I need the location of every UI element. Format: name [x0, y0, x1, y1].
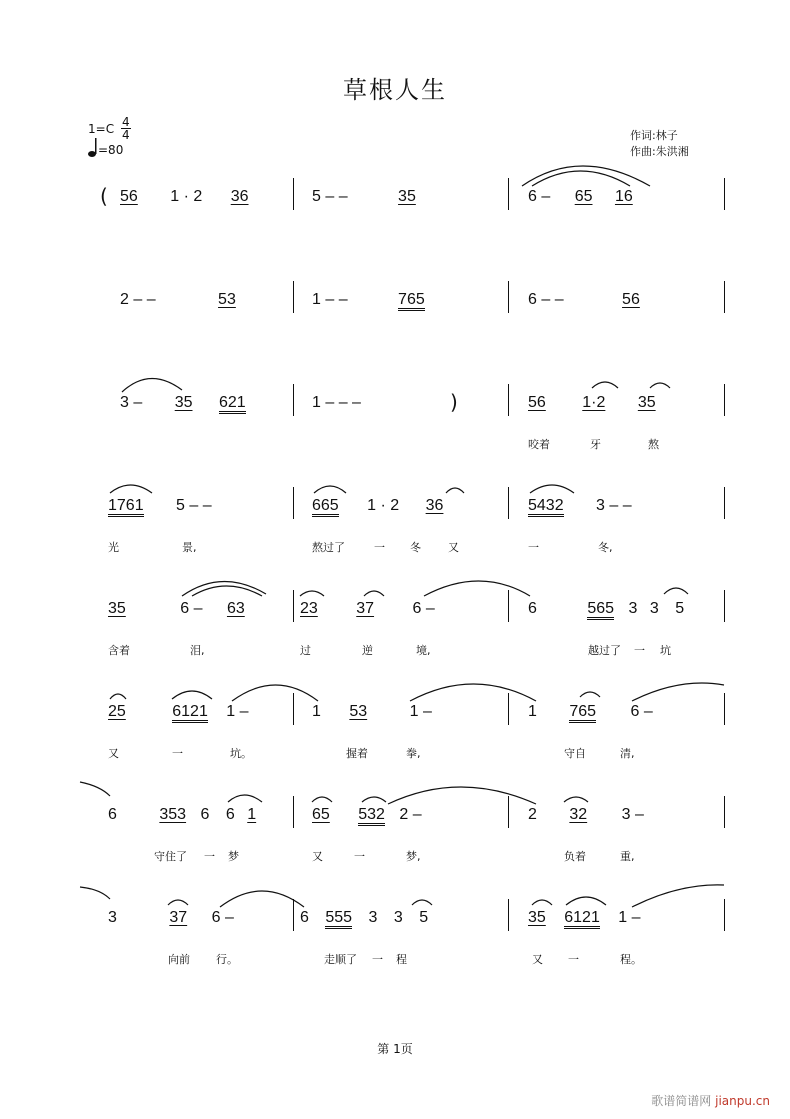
credits [630, 128, 689, 160]
note-group: 1 – [226, 703, 249, 720]
note-group: 56 [120, 188, 138, 205]
lyric: 一 [172, 747, 183, 760]
note-group: 37 [356, 600, 375, 617]
lyric: 一 [354, 850, 365, 863]
staff-row-8 [0, 899, 790, 966]
note-group: 765 [398, 292, 425, 311]
lyric: 行。 [216, 953, 238, 966]
note-group: 5 [675, 600, 685, 617]
lyric: 程。 [620, 953, 642, 966]
note-group: 555 [325, 910, 352, 929]
lyric: 过 [300, 644, 311, 657]
lyric: 逆 [362, 644, 373, 657]
composer-credit: 作曲:朱洪湘 [630, 145, 689, 158]
note-group: 6 – – [528, 291, 564, 308]
note-group: 6 [200, 806, 210, 823]
lyric: 坑 [660, 644, 671, 657]
note-group: 65 [312, 806, 330, 823]
note-group: 1 – [409, 703, 432, 720]
note-group: 35 [398, 188, 416, 205]
bar-line [724, 281, 725, 313]
note-group: 3 – – [596, 497, 632, 514]
note-group: 6 [300, 909, 309, 926]
lyric: 走顺了 [324, 953, 357, 966]
lyric: 握着 [346, 747, 368, 760]
lyric: 冬 [410, 541, 421, 554]
lyric: 梦, [406, 850, 421, 863]
note-group: 32 [569, 806, 588, 823]
slur-mark [0, 796, 790, 856]
note-group: 6 – [630, 703, 653, 720]
measure-notes [120, 291, 236, 309]
note-group: 25 [108, 703, 126, 720]
lyric: 守自 [564, 747, 586, 760]
note-group: 65 [574, 188, 593, 205]
note-group: 2 [528, 806, 537, 823]
lyricist-credit: 作词:林子 [630, 129, 678, 142]
note-group: 3 [628, 600, 638, 617]
note-group: 6 [225, 806, 235, 823]
slur-mark [0, 178, 790, 238]
note-group: 1 – [618, 909, 641, 926]
note-group: 56 [528, 394, 546, 411]
note-group: 6 – [180, 600, 203, 617]
note-group: 6 – [211, 909, 234, 926]
note-group: 3 [108, 909, 117, 926]
lyric: 境, [416, 644, 431, 657]
note-group: 6 [528, 600, 537, 617]
note-group: 1 – – [312, 291, 348, 308]
note-group: 35 [108, 600, 126, 617]
lyric: 又 [448, 541, 459, 554]
lyric: 梦 [228, 850, 239, 863]
measure-notes [312, 291, 425, 311]
lyric: 熬过了 [312, 541, 345, 554]
note-group: 1 · 2 [170, 188, 203, 205]
note-group: 36 [230, 188, 249, 205]
staff-row-7 [0, 796, 790, 863]
lyric: 景, [182, 541, 197, 554]
note-group: 6 – [412, 600, 435, 617]
watermark-site: 歌谱简谱网 [651, 1094, 712, 1108]
note-group: 6121 [564, 910, 600, 929]
note-group: 2 – [399, 806, 422, 823]
note-group: 35 [174, 394, 193, 411]
slur-mark [0, 693, 790, 753]
note-group: 532 [358, 807, 385, 826]
lyric: 坑。 [230, 747, 252, 760]
lyric: 一 [374, 541, 385, 554]
note-group: 3 – [621, 806, 644, 823]
note-group: 35 [637, 394, 656, 411]
lyric: 又 [532, 953, 543, 966]
watermark-url: jianpu.cn [715, 1094, 770, 1108]
note-group: 36 [425, 497, 444, 514]
note-group: 1 [247, 806, 257, 823]
bar-line [508, 281, 509, 313]
lyric: 一 [372, 953, 383, 966]
lyric: 向前 [168, 953, 190, 966]
note-group: 6 – [528, 188, 551, 205]
staff-row-5 [0, 590, 790, 657]
lyric: 含着 [108, 644, 130, 657]
lyric: 又 [108, 747, 119, 760]
note-group: 3 [649, 600, 659, 617]
note-group: 6 [108, 806, 117, 823]
lyric: 重, [620, 850, 635, 863]
lyric: 一 [634, 644, 645, 657]
note-group: 6121 [172, 704, 208, 723]
lyric: 清, [620, 747, 635, 760]
lyric: 咬着 [528, 438, 550, 451]
note-group: 5432 [528, 498, 564, 517]
note-group: 1·2 [582, 394, 606, 411]
bar-line [293, 281, 294, 313]
tempo-value: =80 [98, 143, 124, 157]
lyric: 一 [204, 850, 215, 863]
slur-mark [0, 899, 790, 959]
note-group: 53 [218, 291, 236, 308]
lyric: 冬, [598, 541, 613, 554]
lyric: 又 [312, 850, 323, 863]
tempo-marking [88, 138, 123, 158]
note-group: 2 – – [120, 291, 156, 308]
note-group: 1 – – – [312, 394, 361, 411]
time-numerator: 4 [122, 115, 130, 129]
page-number: 第 1页 [377, 1042, 413, 1056]
note-group: 3 – [120, 394, 143, 411]
watermark [651, 1092, 770, 1109]
note-group: 53 [349, 703, 368, 720]
lyric: 光 [108, 541, 119, 554]
staff-row-1 [0, 178, 790, 238]
note-group: 1 [312, 703, 321, 720]
slur-mark [0, 487, 790, 547]
staff-row-4 [0, 487, 790, 554]
note-group: 63 [226, 600, 245, 617]
note-group: 1 · 2 [367, 497, 400, 514]
lyric: 越过了 [588, 644, 621, 657]
lyric: 拳, [406, 747, 421, 760]
note-group: 1761 [108, 498, 144, 517]
close-paren: ) [450, 390, 458, 414]
note-group: 5 – – [312, 188, 348, 205]
note-group: 621 [219, 395, 246, 414]
staff-row-6 [0, 693, 790, 760]
note-group: 5 – – [176, 497, 212, 514]
lyric: 一 [528, 541, 539, 554]
slur-mark [0, 384, 790, 444]
note-group: 56 [622, 291, 640, 308]
quarter-note-icon [88, 138, 98, 158]
lyric: 熬 [648, 438, 659, 451]
lyric: 一 [568, 953, 579, 966]
lyric: 泪, [190, 644, 205, 657]
slur-mark [0, 590, 790, 650]
note-group: 23 [300, 600, 318, 617]
lyric: 负着 [564, 850, 586, 863]
note-group: 37 [169, 909, 188, 926]
note-group: 3 [393, 909, 403, 926]
note-group: 1 [528, 703, 537, 720]
open-paren: ( [100, 184, 108, 208]
lyric: 程 [396, 953, 407, 966]
staff-row-3 [0, 384, 790, 451]
note-group: 35 [528, 909, 546, 926]
lyric: 守住了 [154, 850, 187, 863]
note-group: 353 [159, 806, 187, 823]
note-group: 16 [614, 188, 633, 205]
page-title: 草根人生 [343, 76, 447, 104]
note-group: 765 [569, 704, 596, 723]
note-group: 665 [312, 498, 339, 517]
time-denominator: 4 [122, 128, 130, 142]
key-signature: 1=C [88, 122, 115, 136]
lyric: 牙 [590, 438, 601, 451]
note-group: 565 [587, 601, 614, 620]
note-group: 3 [368, 909, 378, 926]
measure-notes [528, 291, 640, 309]
note-group: 5 [419, 909, 429, 926]
staff-row-2 [0, 281, 790, 341]
